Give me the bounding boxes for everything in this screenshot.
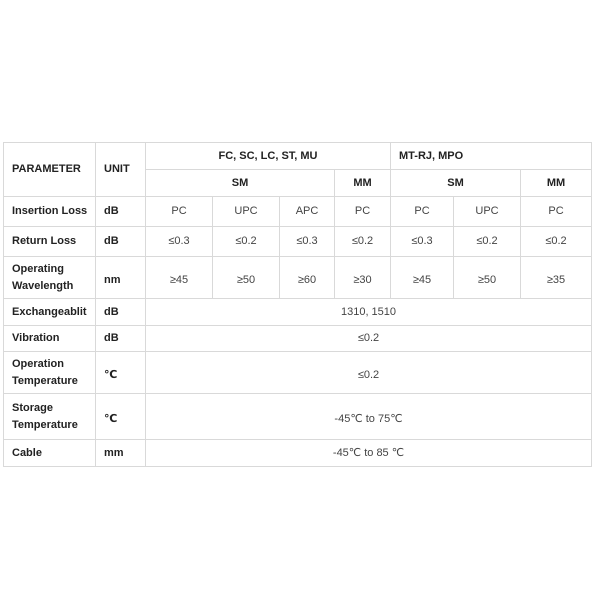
table-row bbox=[4, 227, 592, 257]
parameter-header: PARAMETER bbox=[4, 143, 96, 197]
row-value: ≥50 bbox=[454, 257, 521, 299]
row-value: ≤0.2 bbox=[146, 352, 592, 394]
row-value: PC bbox=[391, 197, 454, 227]
row-parameter bbox=[4, 257, 96, 299]
row-value: ≤0.3 bbox=[146, 227, 213, 257]
row-value: ≤0.2 bbox=[213, 227, 280, 257]
row-parameter-line: Wavelength bbox=[12, 279, 74, 292]
mm-header-2: MM bbox=[521, 170, 592, 197]
row-parameter-line: Operating bbox=[12, 262, 64, 275]
row-value: ≤0.2 bbox=[521, 227, 592, 257]
row-parameter: Insertion Loss bbox=[4, 197, 96, 227]
row-value: ≤0.2 bbox=[335, 227, 391, 257]
row-value: UPC bbox=[454, 197, 521, 227]
mm-header-1: MM bbox=[335, 170, 391, 197]
unit-header: UNIT bbox=[96, 143, 146, 197]
row-value: -45℃ to 85 ℃ bbox=[146, 440, 592, 467]
row-value: ≤0.2 bbox=[146, 326, 592, 352]
row-unit: dB bbox=[96, 326, 146, 352]
row-parameter: Return Loss bbox=[4, 227, 96, 257]
row-unit: dB bbox=[96, 227, 146, 257]
row-parameter-line: Operation bbox=[12, 357, 64, 370]
row-value: ≤0.2 bbox=[454, 227, 521, 257]
row-unit: nm bbox=[96, 257, 146, 299]
row-parameter: Vibration bbox=[4, 326, 96, 352]
row-value: APC bbox=[280, 197, 335, 227]
row-value: PC bbox=[521, 197, 592, 227]
row-value: ≥45 bbox=[391, 257, 454, 299]
row-parameter-line: Storage bbox=[12, 401, 53, 414]
table-row bbox=[4, 352, 592, 394]
row-value: UPC bbox=[213, 197, 280, 227]
row-value: ≤0.3 bbox=[280, 227, 335, 257]
row-value: ≤0.3 bbox=[391, 227, 454, 257]
row-unit: mm bbox=[96, 440, 146, 467]
row-value: 1310, 1510 bbox=[146, 299, 592, 326]
row-parameter: Cable bbox=[4, 440, 96, 467]
group-header-fc-sc-lc-st-mu: FC, SC, LC, ST, MU bbox=[146, 143, 391, 170]
row-value: ≥45 bbox=[146, 257, 213, 299]
table-row bbox=[4, 299, 592, 326]
row-unit: ℃ bbox=[96, 352, 146, 394]
row-parameter-line: Temperature bbox=[12, 418, 78, 431]
row-value: -45℃ to 75℃ bbox=[146, 394, 592, 440]
table-row bbox=[4, 440, 592, 467]
group-header-mtrj-mpo: MT-RJ, MPO bbox=[391, 143, 592, 170]
table-row bbox=[4, 257, 592, 299]
row-value: PC bbox=[146, 197, 213, 227]
row-value: ≥35 bbox=[521, 257, 592, 299]
row-unit: ℃ bbox=[96, 394, 146, 440]
header-row-1 bbox=[4, 143, 592, 170]
row-unit: dB bbox=[96, 299, 146, 326]
table-row bbox=[4, 326, 592, 352]
sm-header-1: SM bbox=[146, 170, 335, 197]
row-value: ≥60 bbox=[280, 257, 335, 299]
row-value: PC bbox=[335, 197, 391, 227]
row-parameter bbox=[4, 352, 96, 394]
table-row bbox=[4, 197, 592, 227]
row-parameter bbox=[4, 394, 96, 440]
row-value: ≥30 bbox=[335, 257, 391, 299]
row-value: ≥50 bbox=[213, 257, 280, 299]
sm-header-2: SM bbox=[391, 170, 521, 197]
row-unit: dB bbox=[96, 197, 146, 227]
row-parameter-line: Temperature bbox=[12, 374, 78, 387]
spec-table bbox=[3, 142, 592, 467]
row-parameter: Exchangeablit bbox=[4, 299, 96, 326]
table-row bbox=[4, 394, 592, 440]
